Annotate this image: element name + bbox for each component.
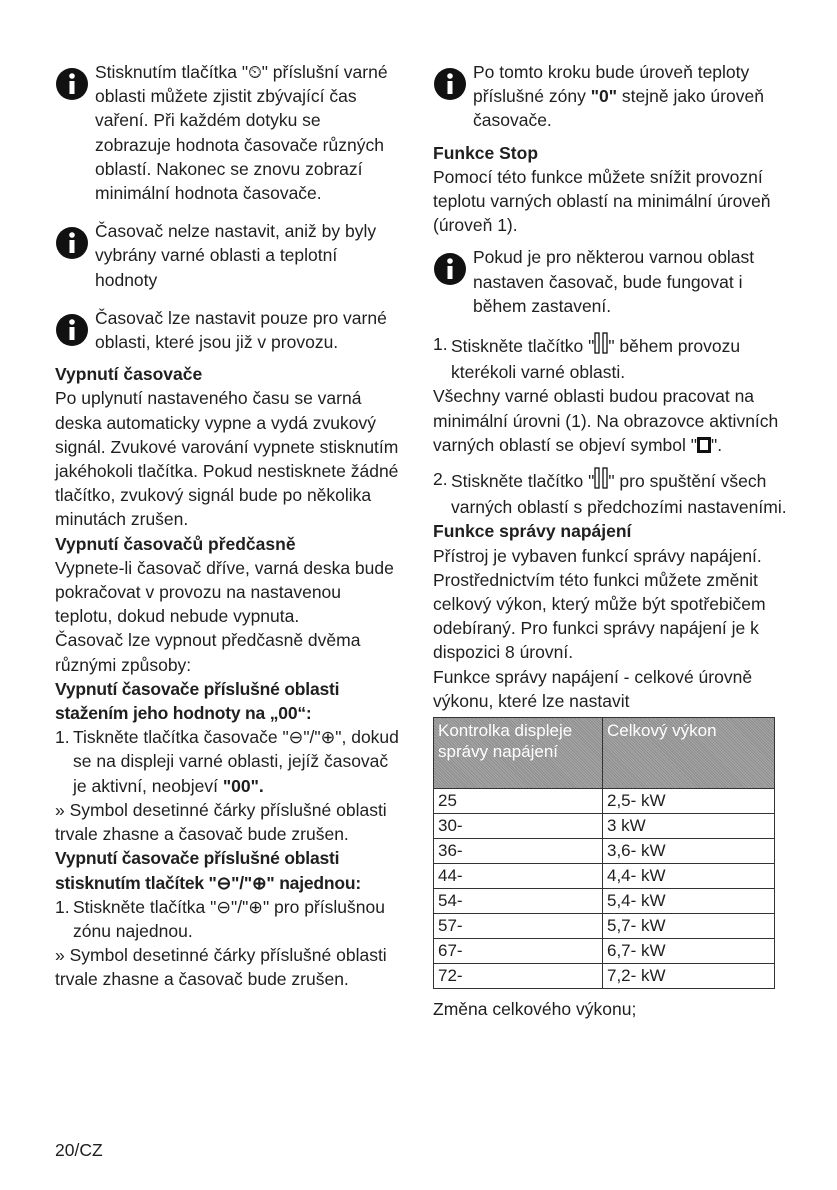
info-icon	[55, 313, 95, 352]
table-cell: 6,7- kW	[603, 939, 775, 964]
table-cell: 67-	[434, 939, 603, 964]
heading-timer-off: Vypnutí časovače	[55, 364, 203, 385]
step-text: " během provozu kterékoli varné oblasti.	[451, 336, 741, 383]
step-text: Stiskněte tlačítko "	[451, 336, 595, 357]
right-column	[433, 60, 788, 1021]
table-row	[434, 814, 775, 839]
table-row	[434, 864, 775, 889]
step-number: 1.	[55, 896, 70, 917]
step-text: Tiskněte tlačítka časovače "⊖"/"⊕", dokud se na displeji varné oblasti, jejíž časovač je aktivní, neobjeví	[73, 727, 399, 796]
info-note-timer-remaining	[55, 60, 400, 205]
power-levels-table	[433, 717, 775, 989]
result-text: » Symbol desetinné čárky příslušné oblasti trvale zhasne a časovač bude zrušen.	[55, 799, 387, 845]
result-text: » Symbol desetinné čárky příslušné oblasti trvale zhasne a časovač bude zrušen.	[55, 945, 387, 990]
paragraph: Po uplynutí nastaveného času se varná deska automaticky vypne a vydá zvukový signál. Zvukové varování vypnete stisknutím jakéhokoli tlačítka. Pokud nestisknete žádné tlačítko, zvukový signál bude po několika minutách zrušen.	[55, 388, 399, 530]
paragraph: Pomocí této funkce můžete snížit provozní teplotu varných oblastí na minimální úroveň (úroveň 1).	[433, 166, 771, 236]
left-column	[55, 60, 400, 992]
info-icon	[55, 226, 95, 265]
step-number: 1.	[55, 727, 70, 748]
info-icon	[55, 67, 95, 106]
table-row	[434, 939, 775, 964]
step-item	[55, 725, 400, 798]
table-cell: 3,6- kW	[603, 839, 775, 864]
table-cell: 2,5- kW	[603, 789, 775, 814]
pause-icon	[594, 467, 608, 495]
stop-symbol-icon	[697, 435, 711, 459]
table-row	[434, 964, 775, 989]
table-cell: 25	[434, 789, 603, 814]
subheading-method-1: Vypnutí časovače příslušné oblasti stažením jeho hodnoty na „00“:	[55, 678, 340, 724]
table-header-cell: Kontrolka displeje správy napájení	[434, 718, 603, 789]
note-text: Časovač lze nastavit pouze pro varné oblasti, které jsou již v provozu.	[95, 307, 387, 353]
paragraph: Vypnete-li časovač dříve, varná deska bude pokračovat v provozu na nastavenou teplotu, dokud nebude vypnuta.	[55, 557, 394, 627]
note-text: Stisknutím tlačítka "⏲" příslušní varné oblasti můžete zjistit zbývající čas vaření. Při každém dotyku se zobrazuje hodnota časovače různých oblastí. Nakonec se znovu zobrazí minimální hodnota časovače.	[95, 62, 388, 204]
heading-stop-function: Funkce Stop	[433, 142, 539, 163]
info-note-timer-requirements	[55, 219, 400, 292]
step-item	[55, 895, 400, 943]
note-text: stejně jako úroveň časovače.	[473, 86, 764, 131]
table-cell: 44-	[434, 864, 603, 889]
note-text-bold: "0"	[590, 86, 618, 107]
table-cell: 57-	[434, 914, 603, 939]
info-icon	[433, 252, 473, 291]
info-note-zone-level	[433, 60, 788, 133]
step-text: Stiskněte tlačítka "⊖"/"⊕" pro příslušnou zónu najednou.	[73, 896, 385, 941]
step-text: " pro spuštění všech varných oblastí s předchozími nastaveními.	[451, 471, 787, 518]
table-cell: 7,2- kW	[603, 964, 775, 989]
note-text: Pokud je pro některou varnou oblast nastaven časovač, bude fungovat i během zastavení.	[473, 247, 755, 316]
note-text: Časovač nelze nastavit, aniž by byly vybrány varné oblasti a teplotní hodnoty	[95, 221, 377, 290]
paragraph: Změna celkového výkonu;	[433, 999, 637, 1020]
note-text: Po tomto kroku bude úroveň teploty příslušné zóny	[473, 62, 750, 107]
table-cell: 3 kW	[603, 814, 775, 839]
info-note-stop-timer	[433, 245, 788, 318]
table-cell: 72-	[434, 964, 603, 989]
info-note-timer-active-zones	[55, 306, 400, 354]
table-row	[434, 839, 775, 864]
table-cell: 30-	[434, 814, 603, 839]
subheading-method-2: Vypnutí časovače příslušné oblasti stisknutím tlačítek "⊖"/"⊕" najednou:	[55, 848, 361, 893]
table-header-cell: Celkový výkon	[603, 718, 775, 789]
info-icon	[433, 67, 473, 106]
step-item	[433, 467, 788, 519]
step-item	[433, 332, 788, 384]
table-cell: 5,7- kW	[603, 914, 775, 939]
step-text-bold: "00".	[222, 775, 264, 796]
table-row	[434, 889, 775, 914]
table-cell: 4,4- kW	[603, 864, 775, 889]
paragraph: Všechny varné oblasti budou pracovat na minimální úrovni (1). Na obrazovce aktivních varných oblastí se objeví symbol "	[433, 386, 779, 455]
table-row	[434, 789, 775, 814]
paragraph: Časovač lze vypnout předčasně dvěma různými způsoby:	[55, 630, 361, 675]
paragraph: Funkce správy napájení - celkové úrovně výkonu, které lze nastavit	[433, 666, 753, 711]
paragraph: Přístroj je vybaven funkcí správy napájení. Prostřednictvím této funkci můžete změnit celkový výkon, který může být spotřebičem odebíraný. Pro funkci správy napájení je k dispozici 8 úrovní.	[433, 545, 766, 663]
step-text: Stiskněte tlačítko "	[451, 471, 595, 492]
page-number: 20/CZ	[55, 1140, 103, 1160]
heading-timers-off-early: Vypnutí časovačů předčasně	[55, 533, 296, 554]
heading-power-management: Funkce správy napájení	[433, 521, 632, 542]
pause-icon	[594, 332, 608, 360]
table-cell: 36-	[434, 839, 603, 864]
table-cell: 54-	[434, 889, 603, 914]
step-number: 2.	[433, 469, 448, 490]
table-row	[434, 914, 775, 939]
table-cell: 5,4- kW	[603, 889, 775, 914]
paragraph: ".	[710, 434, 723, 455]
step-number: 1.	[433, 334, 448, 355]
table-header-row	[434, 718, 775, 789]
